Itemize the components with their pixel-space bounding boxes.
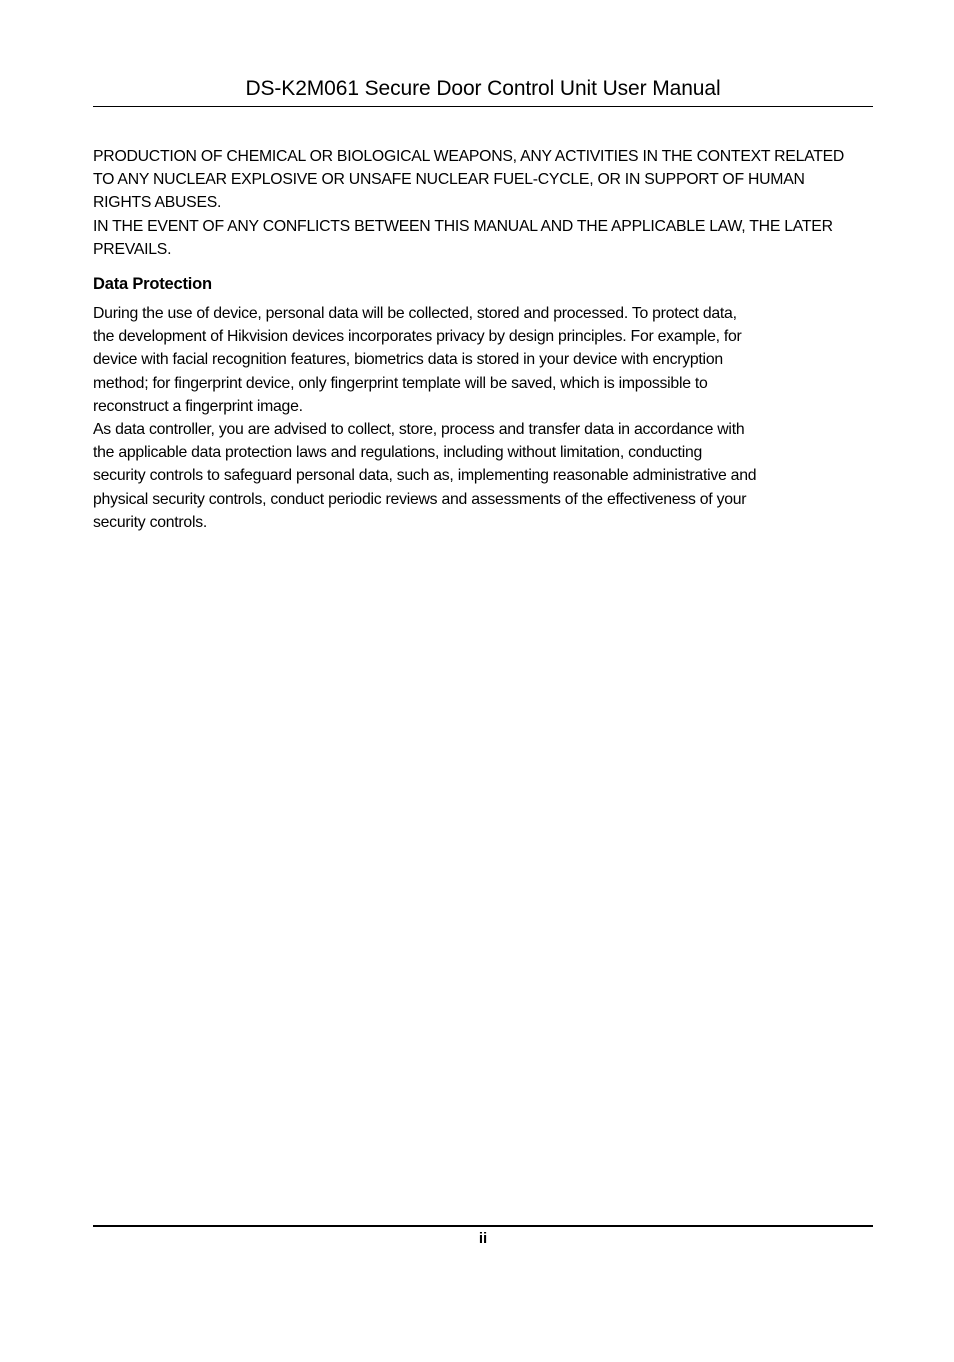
document-title: DS-K2M061 Secure Door Control Unit User Manual xyxy=(245,77,721,100)
text-line: security controls. xyxy=(93,513,208,531)
text-line: the development of Hikvision devices incorporates privacy by design principles. For example, for xyxy=(93,328,742,346)
section-heading-data-protection: Data Protection xyxy=(93,275,212,294)
data-protection-paragraph-1 xyxy=(93,302,875,418)
page-content xyxy=(93,145,875,534)
page-footer xyxy=(93,1225,873,1250)
text-line: PREVAILS. xyxy=(93,240,172,258)
text-line: As data controller, you are advised to collect, store, process and transfer data in accordance with xyxy=(93,421,745,439)
text-line: TO ANY NUCLEAR EXPLOSIVE OR UNSAFE NUCLEAR FUEL-CYCLE, OR IN SUPPORT OF HUMAN xyxy=(93,171,805,189)
text-line: IN THE EVENT OF ANY CONFLICTS BETWEEN THIS MANUAL AND THE APPLICABLE LAW, THE LATER xyxy=(93,217,833,235)
page-number: ii xyxy=(478,1230,488,1247)
text-line: RIGHTS ABUSES. xyxy=(93,194,222,212)
text-line: reconstruct a fingerprint image. xyxy=(93,397,303,415)
text-line: method; for fingerprint device, only fingerprint template will be saved, which is impossible to xyxy=(93,374,708,392)
text-line: security controls to safeguard personal data, such as, implementing reasonable administrative and xyxy=(93,467,757,485)
page-header xyxy=(93,74,873,107)
text-line: PRODUCTION OF CHEMICAL OR BIOLOGICAL WEAPONS, ANY ACTIVITIES IN THE CONTEXT RELATED xyxy=(93,148,845,165)
text-line: During the use of device, personal data will be collected, stored and processed. To protect data, xyxy=(93,305,737,323)
text-line: device with facial recognition features, biometrics data is stored in your device with encryption xyxy=(93,351,723,369)
warning-paragraph xyxy=(93,145,875,261)
data-protection-paragraph-2 xyxy=(93,418,875,534)
text-line: physical security controls, conduct periodic reviews and assessments of the effectiveness of your xyxy=(93,490,747,508)
text-line: the applicable data protection laws and regulations, including without limitation, conducting xyxy=(93,444,703,462)
